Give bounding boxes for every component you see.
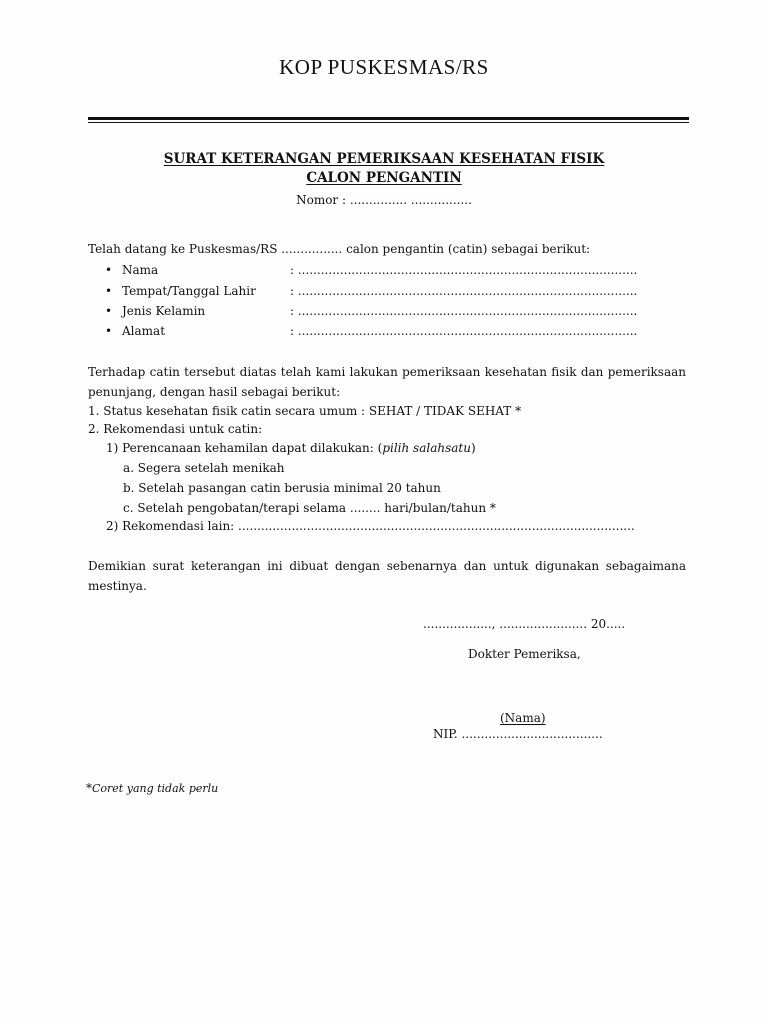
recommendation-other: 2) Rekomendasi lain: ........................................................................................................ xyxy=(106,519,635,533)
document-number: Nomor : ............... ................ xyxy=(296,193,472,207)
letterhead-divider-thin xyxy=(88,122,689,123)
field-label-ttl: Tempat/Tanggal Lahir xyxy=(122,284,256,298)
bullet-icon: • xyxy=(105,324,113,338)
bullet-icon: • xyxy=(105,284,113,298)
option-a: a. Segera setelah menikah xyxy=(123,461,285,475)
field-value-alamat: : ......................................................................................... xyxy=(290,324,638,338)
footnote: *Coret yang tidak perlu xyxy=(86,781,219,795)
signature-date-line: .................., ....................... 20..... xyxy=(423,617,626,631)
field-label-jenis-kelamin: Jenis Kelamin xyxy=(122,304,206,318)
field-label-alamat: Alamat xyxy=(122,324,166,338)
exam-paragraph: Terhadap catin tersebut diatas telah kami lakukan pemeriksaan kesehatan fisik dan pemeriksaan penunjang, dengan hasil sebagai berikut: xyxy=(88,365,686,399)
field-value-nama: : ......................................................................................... xyxy=(290,263,638,277)
bullet-icon: • xyxy=(105,263,113,277)
exam-item-status: 1. Status kesehatan fisik catin secara umum : SEHAT / TIDAK SEHAT * xyxy=(88,404,522,418)
field-label-nama: Nama xyxy=(122,263,159,277)
letterhead-divider-thick xyxy=(88,117,689,120)
document-title-line2: CALON PENGANTIN xyxy=(306,170,462,186)
option-b: b. Setelah pasangan catin berusia minimal 20 tahun xyxy=(123,481,441,495)
field-value-jenis-kelamin: : ......................................................................................... xyxy=(290,304,638,318)
exam-item-recommendation: 2. Rekomendasi untuk catin: xyxy=(88,422,263,436)
bullet-icon: • xyxy=(105,304,113,318)
closing-paragraph: Demikian surat keterangan ini dibuat dengan sebenarnya dan untuk digunakan sebagaimana mestinya. xyxy=(88,559,686,593)
signature-name: (Nama) xyxy=(500,711,546,725)
letterhead-title: KOP PUSKESMAS/RS xyxy=(279,55,489,79)
field-value-ttl: : ......................................................................................... xyxy=(290,284,638,298)
signature-nip: NIP. ..................................... xyxy=(433,727,603,741)
signature-role: Dokter Pemeriksa, xyxy=(468,647,581,661)
document-title-line1: SURAT KETERANGAN PEMERIKSAAN KESEHATAN FISIK xyxy=(163,151,605,167)
recommendation-pregnancy-planning: 1) Perencanaan kehamilan dapat dilakukan: (pilih salahsatu) xyxy=(106,441,476,455)
option-c: c. Setelah pengobatan/terapi selama ........ hari/bulan/tahun * xyxy=(123,501,496,515)
intro-text: Telah datang ke Puskesmas/RS ................ calon pengantin (catin) sebagai berikut: xyxy=(88,242,591,256)
